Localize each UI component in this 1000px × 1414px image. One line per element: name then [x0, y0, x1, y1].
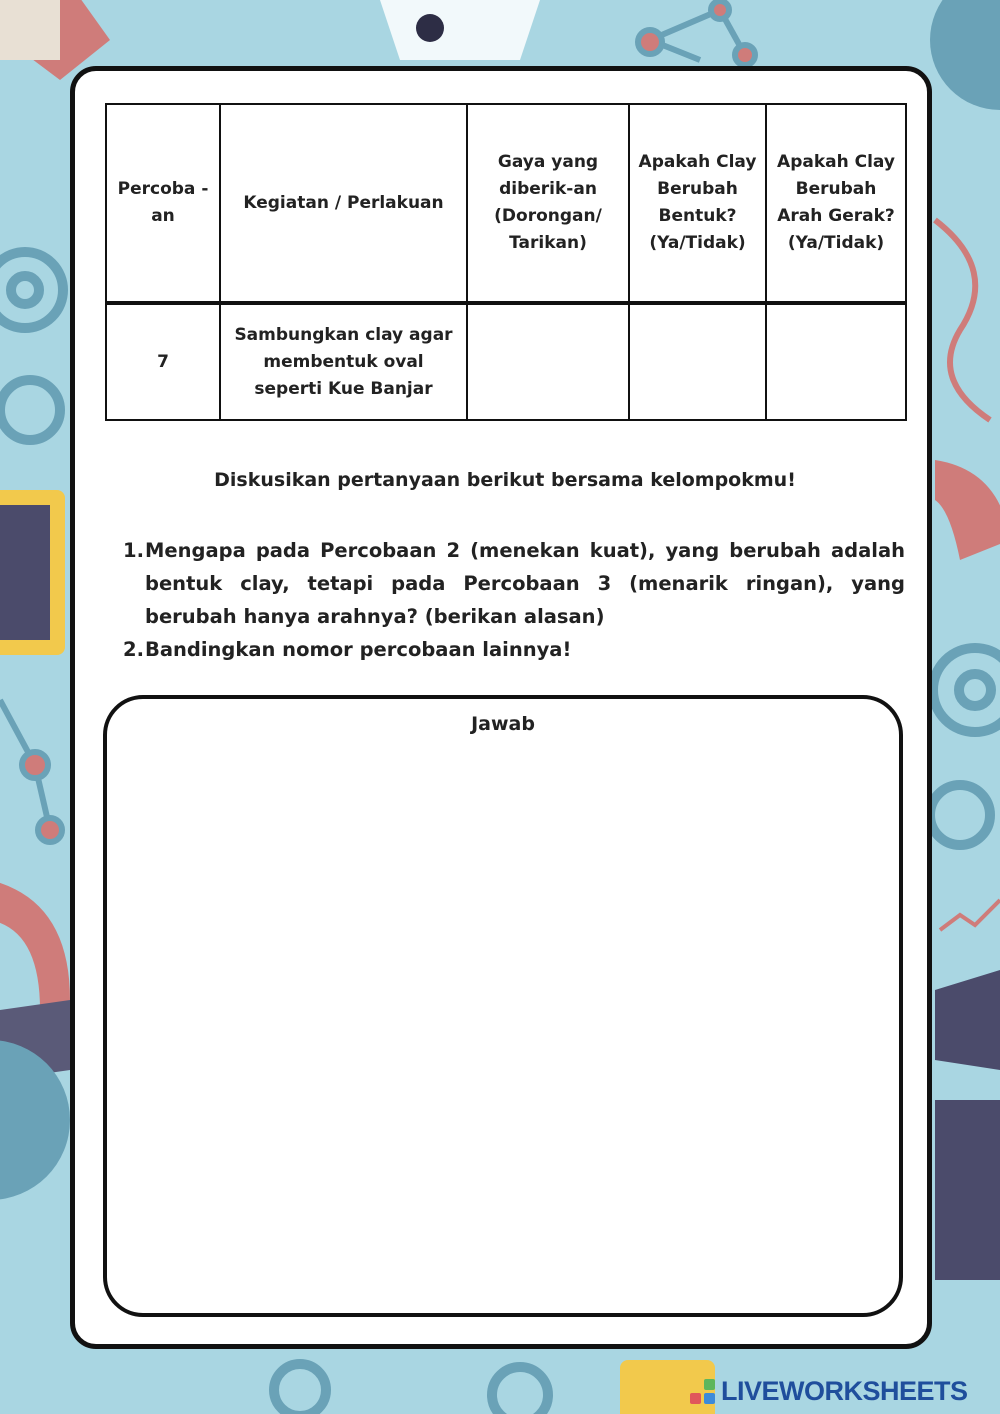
logo-text: LIVEWORKSHEETS — [721, 1376, 968, 1406]
question-number: 1. — [123, 539, 144, 562]
header-force-type: Gaya yang diberik-an (Dorongan/ Tarikan) — [467, 104, 629, 303]
experiment-table — [105, 103, 907, 421]
cell-shape-change-input[interactable] — [629, 303, 766, 420]
header-direction-change: Apakah Clay Berubah Arah Gerak? (Ya/Tidak) — [766, 104, 906, 303]
table-row — [106, 303, 906, 420]
header-experiment-number: Percoba -an — [106, 104, 220, 303]
table-header-row — [106, 104, 906, 303]
answer-title: Jawab — [471, 713, 535, 735]
cell-activity: Sambungkan clay agar membentuk oval seperti Kue Banjar — [220, 303, 467, 420]
question-text: Mengapa pada Percobaan 2 (menekan kuat), yang berubah adalah bentuk clay, tetapi pada Percobaan 3 (menarik ringan), yang berubah hanya arahnya? (berikan alasan) — [145, 539, 905, 628]
list-item — [115, 534, 905, 633]
question-number: 2. — [123, 638, 144, 661]
liveworksheets-logo — [690, 1376, 968, 1407]
answer-box[interactable] — [103, 695, 903, 1317]
liveworksheets-logo-icon — [690, 1379, 718, 1405]
header-shape-change: Apakah Clay Berubah Bentuk? (Ya/Tidak) — [629, 104, 766, 303]
worksheet-card — [70, 66, 932, 1349]
cell-direction-change-input[interactable] — [766, 303, 906, 420]
question-text: Bandingkan nomor percobaan lainnya! — [145, 638, 572, 661]
cell-force-input[interactable] — [467, 303, 629, 420]
laptop-icon — [935, 970, 1000, 1280]
list-item — [115, 633, 905, 666]
cell-experiment-number: 7 — [106, 303, 220, 420]
header-activity: Kegiatan / Perlakuan — [220, 104, 467, 303]
discussion-instruction: Diskusikan pertanyaan berikut bersama kelompokmu! — [214, 469, 796, 491]
question-list — [115, 534, 905, 666]
